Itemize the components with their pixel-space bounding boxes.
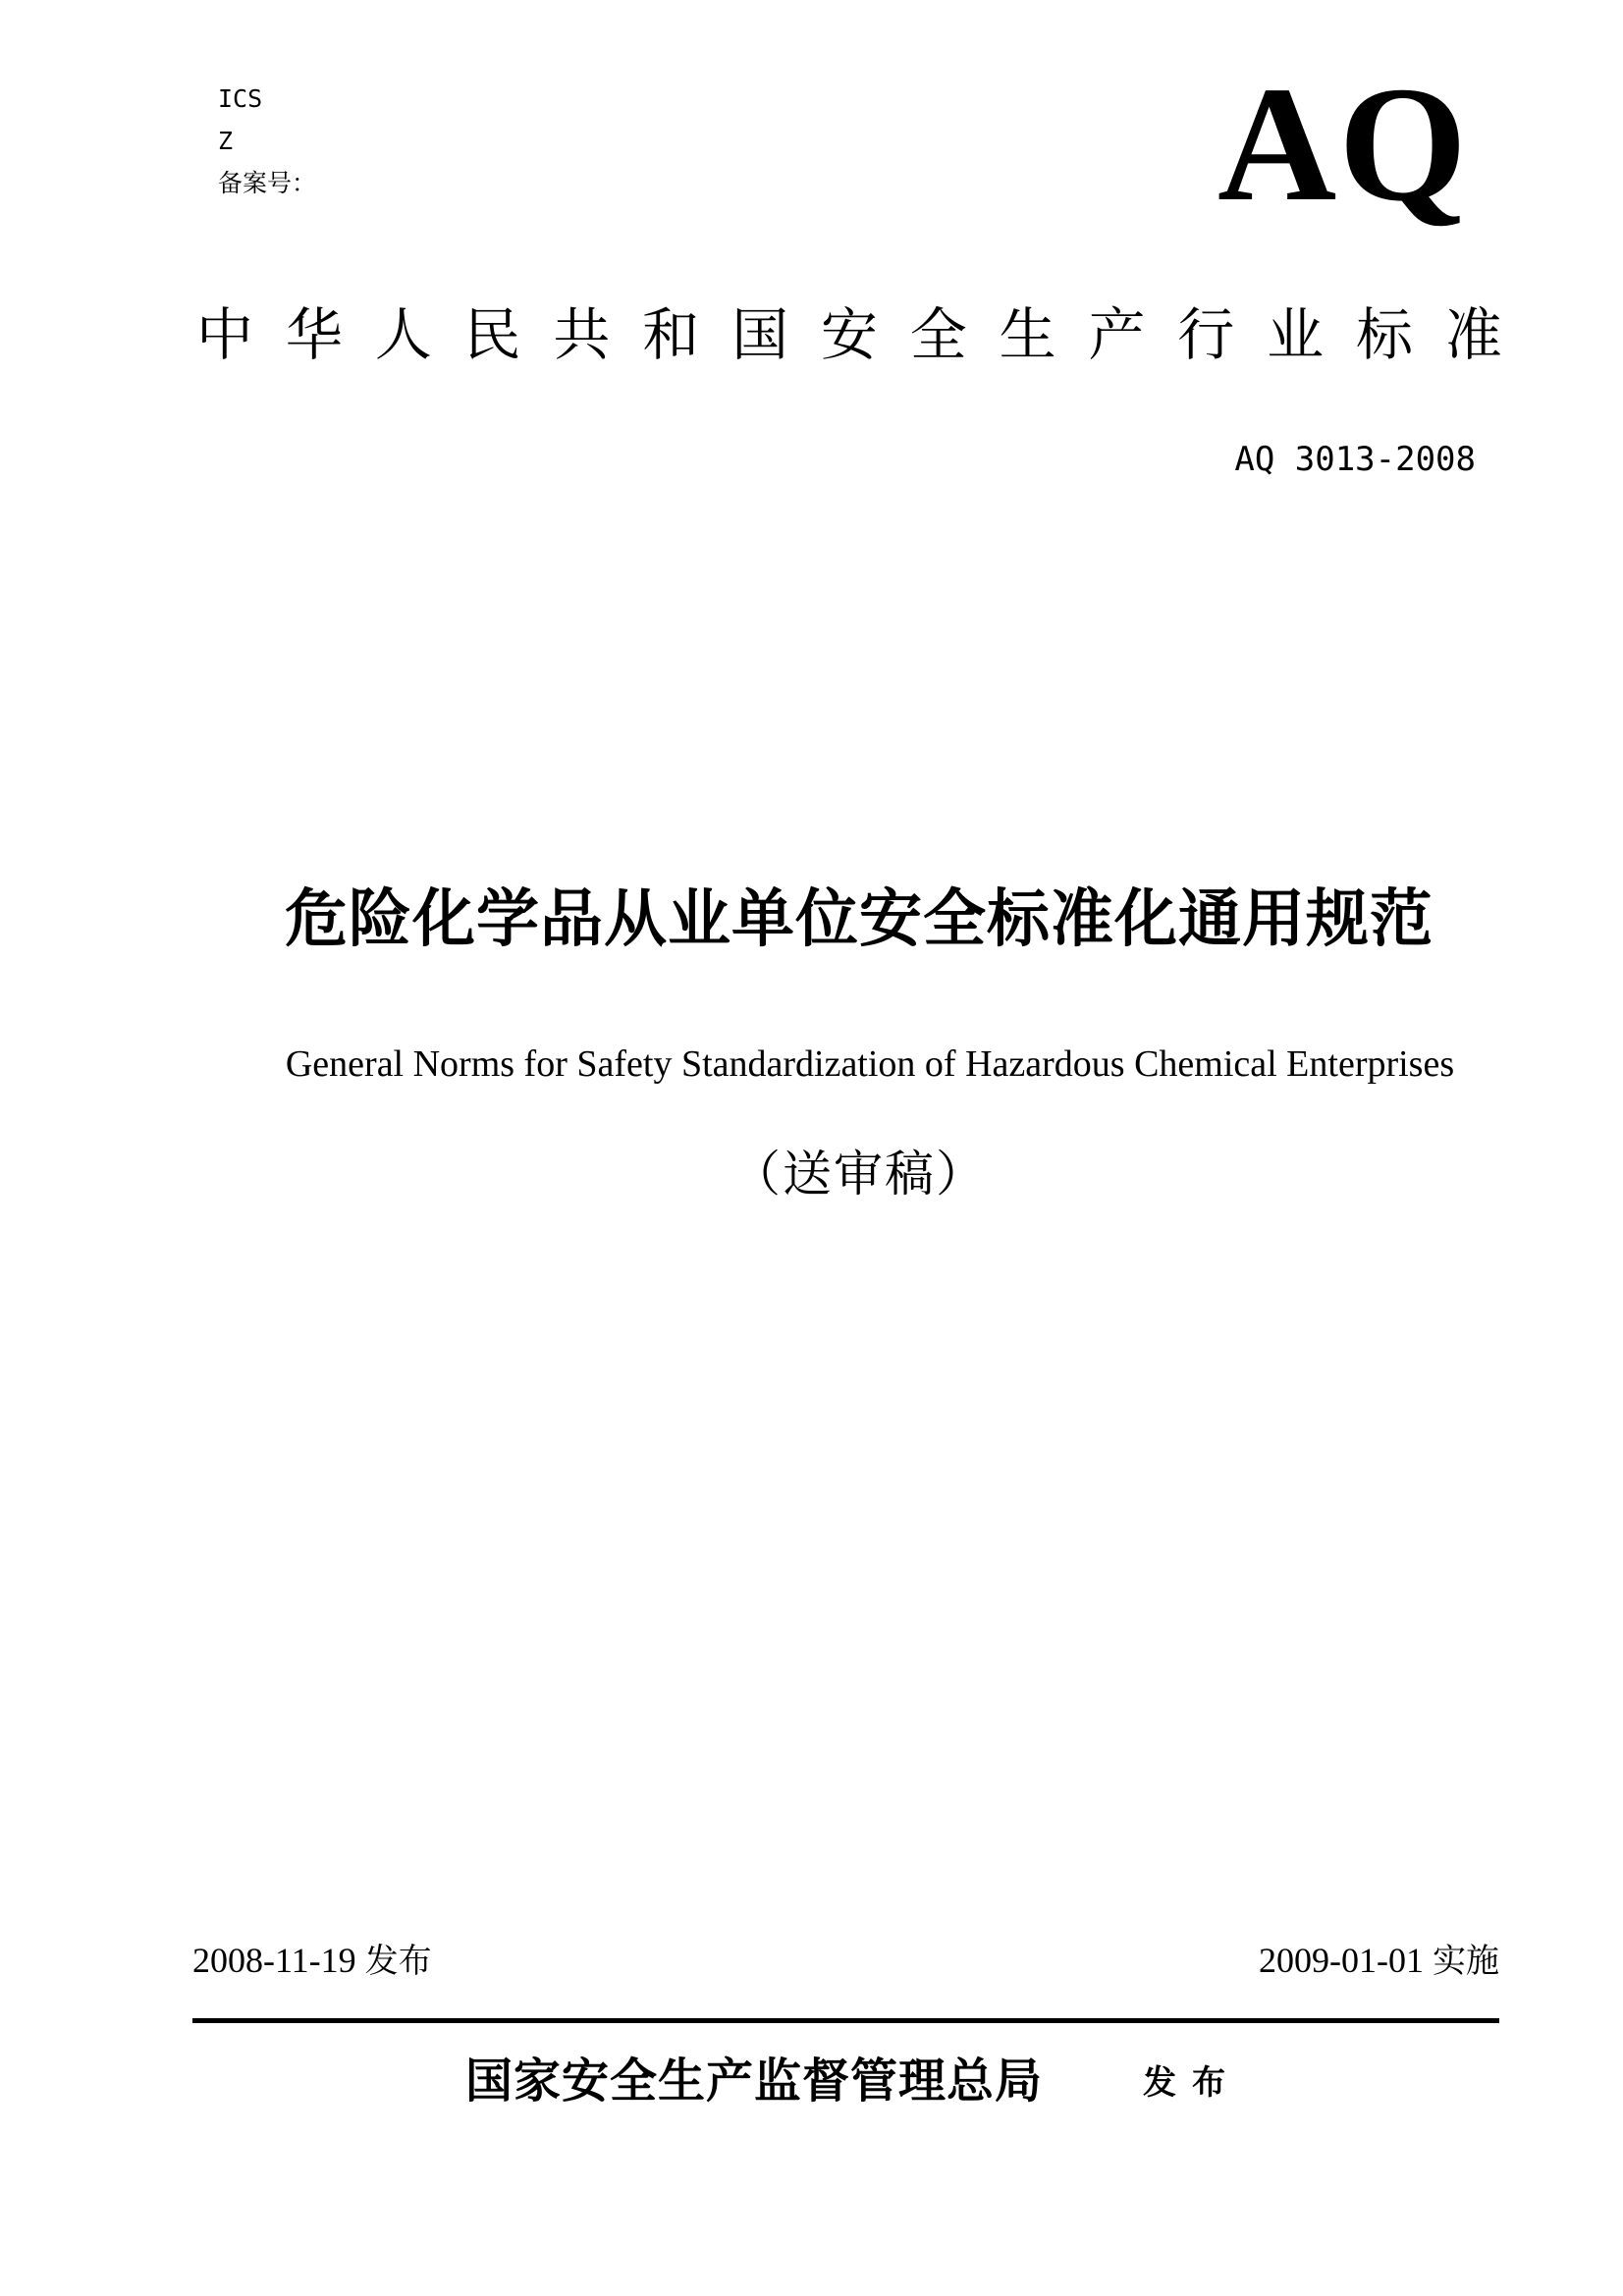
implementation-date xyxy=(1259,1939,1499,1983)
aq-logo: AQ xyxy=(1217,53,1469,236)
issue-date xyxy=(192,1939,432,1983)
standard-header-char: 和 xyxy=(642,301,700,368)
standard-header-char: 共 xyxy=(553,301,611,368)
standard-header-char: 行 xyxy=(1177,301,1235,368)
standard-header-char: 安 xyxy=(820,301,878,368)
publisher-name: 国家安全生产监督管理总局 xyxy=(465,2054,1044,2109)
z-code: Z xyxy=(218,127,234,155)
implementation-date-label: 实施 xyxy=(1433,1942,1499,1981)
filing-number-label: 备案号： xyxy=(218,169,317,197)
standard-header-char: 中 xyxy=(196,301,254,368)
document-title-en: General Norms for Safety Standardization of Hazardous Chemical Enterprises xyxy=(285,1043,1455,1085)
draft-note: （送审稿） xyxy=(731,1146,987,1202)
standard-header-char: 标 xyxy=(1355,301,1413,368)
standard-header-char: 准 xyxy=(1444,301,1502,368)
standard-header-char: 国 xyxy=(731,301,789,368)
standard-header-char: 业 xyxy=(1267,301,1325,368)
document-title-cn: 危险化学品从业单位安全标准化通用规范 xyxy=(285,883,1434,956)
publish-label: 发布 xyxy=(1143,2063,1241,2103)
standard-header-char: 产 xyxy=(1088,301,1146,368)
standard-header xyxy=(196,300,1502,369)
standard-header-char: 华 xyxy=(285,301,343,368)
issue-date-label: 发布 xyxy=(364,1942,432,1981)
standard-header-char: 人 xyxy=(374,301,432,368)
footer-divider xyxy=(192,2018,1499,2023)
standard-header-char: 生 xyxy=(999,301,1056,368)
issue-date-value: 2008-11-19 xyxy=(192,1941,356,1980)
standard-number: AQ 3013-2008 xyxy=(1234,440,1476,479)
standard-header-char: 全 xyxy=(909,301,967,368)
implementation-date-value: 2009-01-01 xyxy=(1259,1941,1424,1980)
standard-header-char: 民 xyxy=(463,301,521,368)
ics-code: ICS xyxy=(218,84,263,113)
